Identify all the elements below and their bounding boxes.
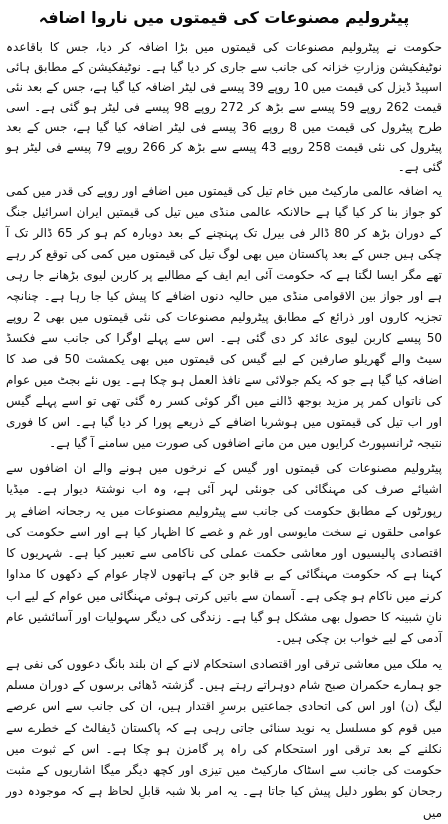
article-paragraph-4: یہ ملک میں معاشی ترقی اور اقتصادی استحکام لانے کے ان بلند بانگ دعووں کی نفی ہے جو ہمارے حکمران صبح شام دوہراتے رہتے ہیں۔ گزشتہ ڈھائی برسوں کے دوران مسلم لیگ (ن) اور اس کی اتحادی جماعتیں برسرِ اقتدار ہیں، ان کی جانب سے اس عرصے میں قوم کو مسلسل یہ نوید سنائی جاتی رہی ہے کہ پاکستان ڈیفالٹ کے خطرے سے نکلنے کے بعد ترقی اور استحکام کی راہ پر گامزن ہو چکا ہے۔ اس کے ثبوت میں حکومت کی جانب سے اسٹاک مارکیٹ میں تیزی اور کچھ دیگر میگا اشاریوں کے مثبت رجحان کو بطور دلیل پیش کیا جاتا ہے۔ یہ امر بلا شبہ قابلِ لحاظ ہے کہ موجودہ دور میں: [6, 656, 442, 820]
article-headline: پیٹرولیم مصنوعات کی قیمتوں میں ناروا اضافہ: [38, 8, 410, 27]
article-paragraph-1: حکومت نے پیٹرولیم مصنوعات کی قیمتوں میں بڑا اضافہ کر دیا، جس کا باقاعدہ نوٹیفکیشن وزارتِ خزانہ کی جانب سے جاری کر دیا گیا ہے۔ نوٹیفکیشن کے مطابق ہائی اسپیڈ ڈیزل کی قیمت میں 10 روپے 39 پیسے فی لیٹر اضافہ کیا گیا ہے، جس کے بعد نئی قیمت 262 روپے 59 پیسے سے بڑھ کر 272 روپے 98 پیسے فی لیٹر ہو گئی ہے۔ اسی طرح پیٹرول کی قیمت میں 8 روپے 36 پیسے فی لیٹر اضافہ کیا گیا ہے، جس کے بعد پیٹرول کی نئی قیمت 258 روپے 43 پیسے سے بڑھ کر 266 روپے 79 پیسے فی لیٹر ہو گئی ہے۔: [6, 40, 443, 174]
article-paragraph-2: یہ اضافہ عالمی مارکیٹ میں خام تیل کی قیمتوں میں اضافے اور روپے کی قدر میں کمی کو جواز بنا کر کیا گیا ہے حالانکہ عالمی منڈی میں تیل کی قیمتیں ایران اسرائیل جنگ کے دوران بڑھ کر 80 ڈالر فی بیرل تک پہنچنے کے بعد دوبارہ کم ہو کر 65 ڈالر تک آ چکی ہیں جس کے بعد پاکستان میں بھی لوگ تیل کی قیمتوں میں کمی کی توقع کر رہے تھے مگر ایسا لگتا ہے کہ حکومت آئی ایم ایف کے مطالبے پر کاربن لیوی بڑھانے جا رہی ہے اور جواز بین الاقوامی منڈی میں حالیہ دنوں اضافے کا پیش کیا جا رہا ہے۔ چنانچہ تجزیہ کاروں اور ذرائع کے مطابق پیٹرولیم مصنوعات کی نئی قیمتوں میں بھی 2 روپے 50 پیسے کاربن لیوی عائد کر دی گئی ہے۔ اس سے پہلے اوگرا کی جانب سے فکسڈ سیٹ والے گھریلو صارفین کے لیے گیس کی قیمتوں میں بھی یکمشت 50 فی صد کا اضافہ کیا گیا ہے جو کہ یکم جولائی سے نافذ العمل ہو چکا ہے۔ یوں نئے بجٹ میں عوام کی ناتواں کمر پر مزید بوجھ ڈالنے میں اگر کوئی کسر رہ گئی تھی تو اسے پہلے گیس اور اب تیل کی قیمتوں میں ہوشربا اضافے کے ذریعے پورا کر دیا گیا ہے۔ اس کا فوری نتیجہ ٹرانسپورٹ کرایوں میں من مانے اضافوں کی صورت میں سامنے آ گیا ہے۔: [6, 184, 442, 450]
article-paragraph-3: پیٹرولیم مصنوعات کی قیمتوں اور گیس کے نرخوں میں ہونے والے ان اضافوں سے اشیائے صرف کی مہنگائی کی جونئی لہر آئی ہے، وہ اب نوشتۂ دیوار ہے۔ میڈیا رپورٹوں کے مطابق حکومت کی جانب سے پیٹرولیم مصنوعات میں یہ رجحانہ اضافے پر عوامی حلقوں نے سخت مایوسی اور غم و غصے کا اظہار کیا ہے اور اسے حکومت کی اقتصادی پالیسیوں اور معاشی حکمت عملی کی ناکامی سے تعبیر کیا ہے۔ شہریوں کا کہنا ہے کہ حکومت مہنگائی کے بے قابو جن کے ہاتھوں لاچار عوام کے دکھوں کا مداوا کرنے میں ناکام ہو چکی ہے۔ آسمان سے باتیں کرتی ہوئی مہنگائی میں عوام کے لیے اب نانِ شبینہ کا حصول بھی مشکل ہو گیا ہے۔ زندگی کی دیگر سہولیات اور آسائشیں عام آدمی کے لیے خواب بن چکی ہیں۔: [5, 461, 442, 646]
